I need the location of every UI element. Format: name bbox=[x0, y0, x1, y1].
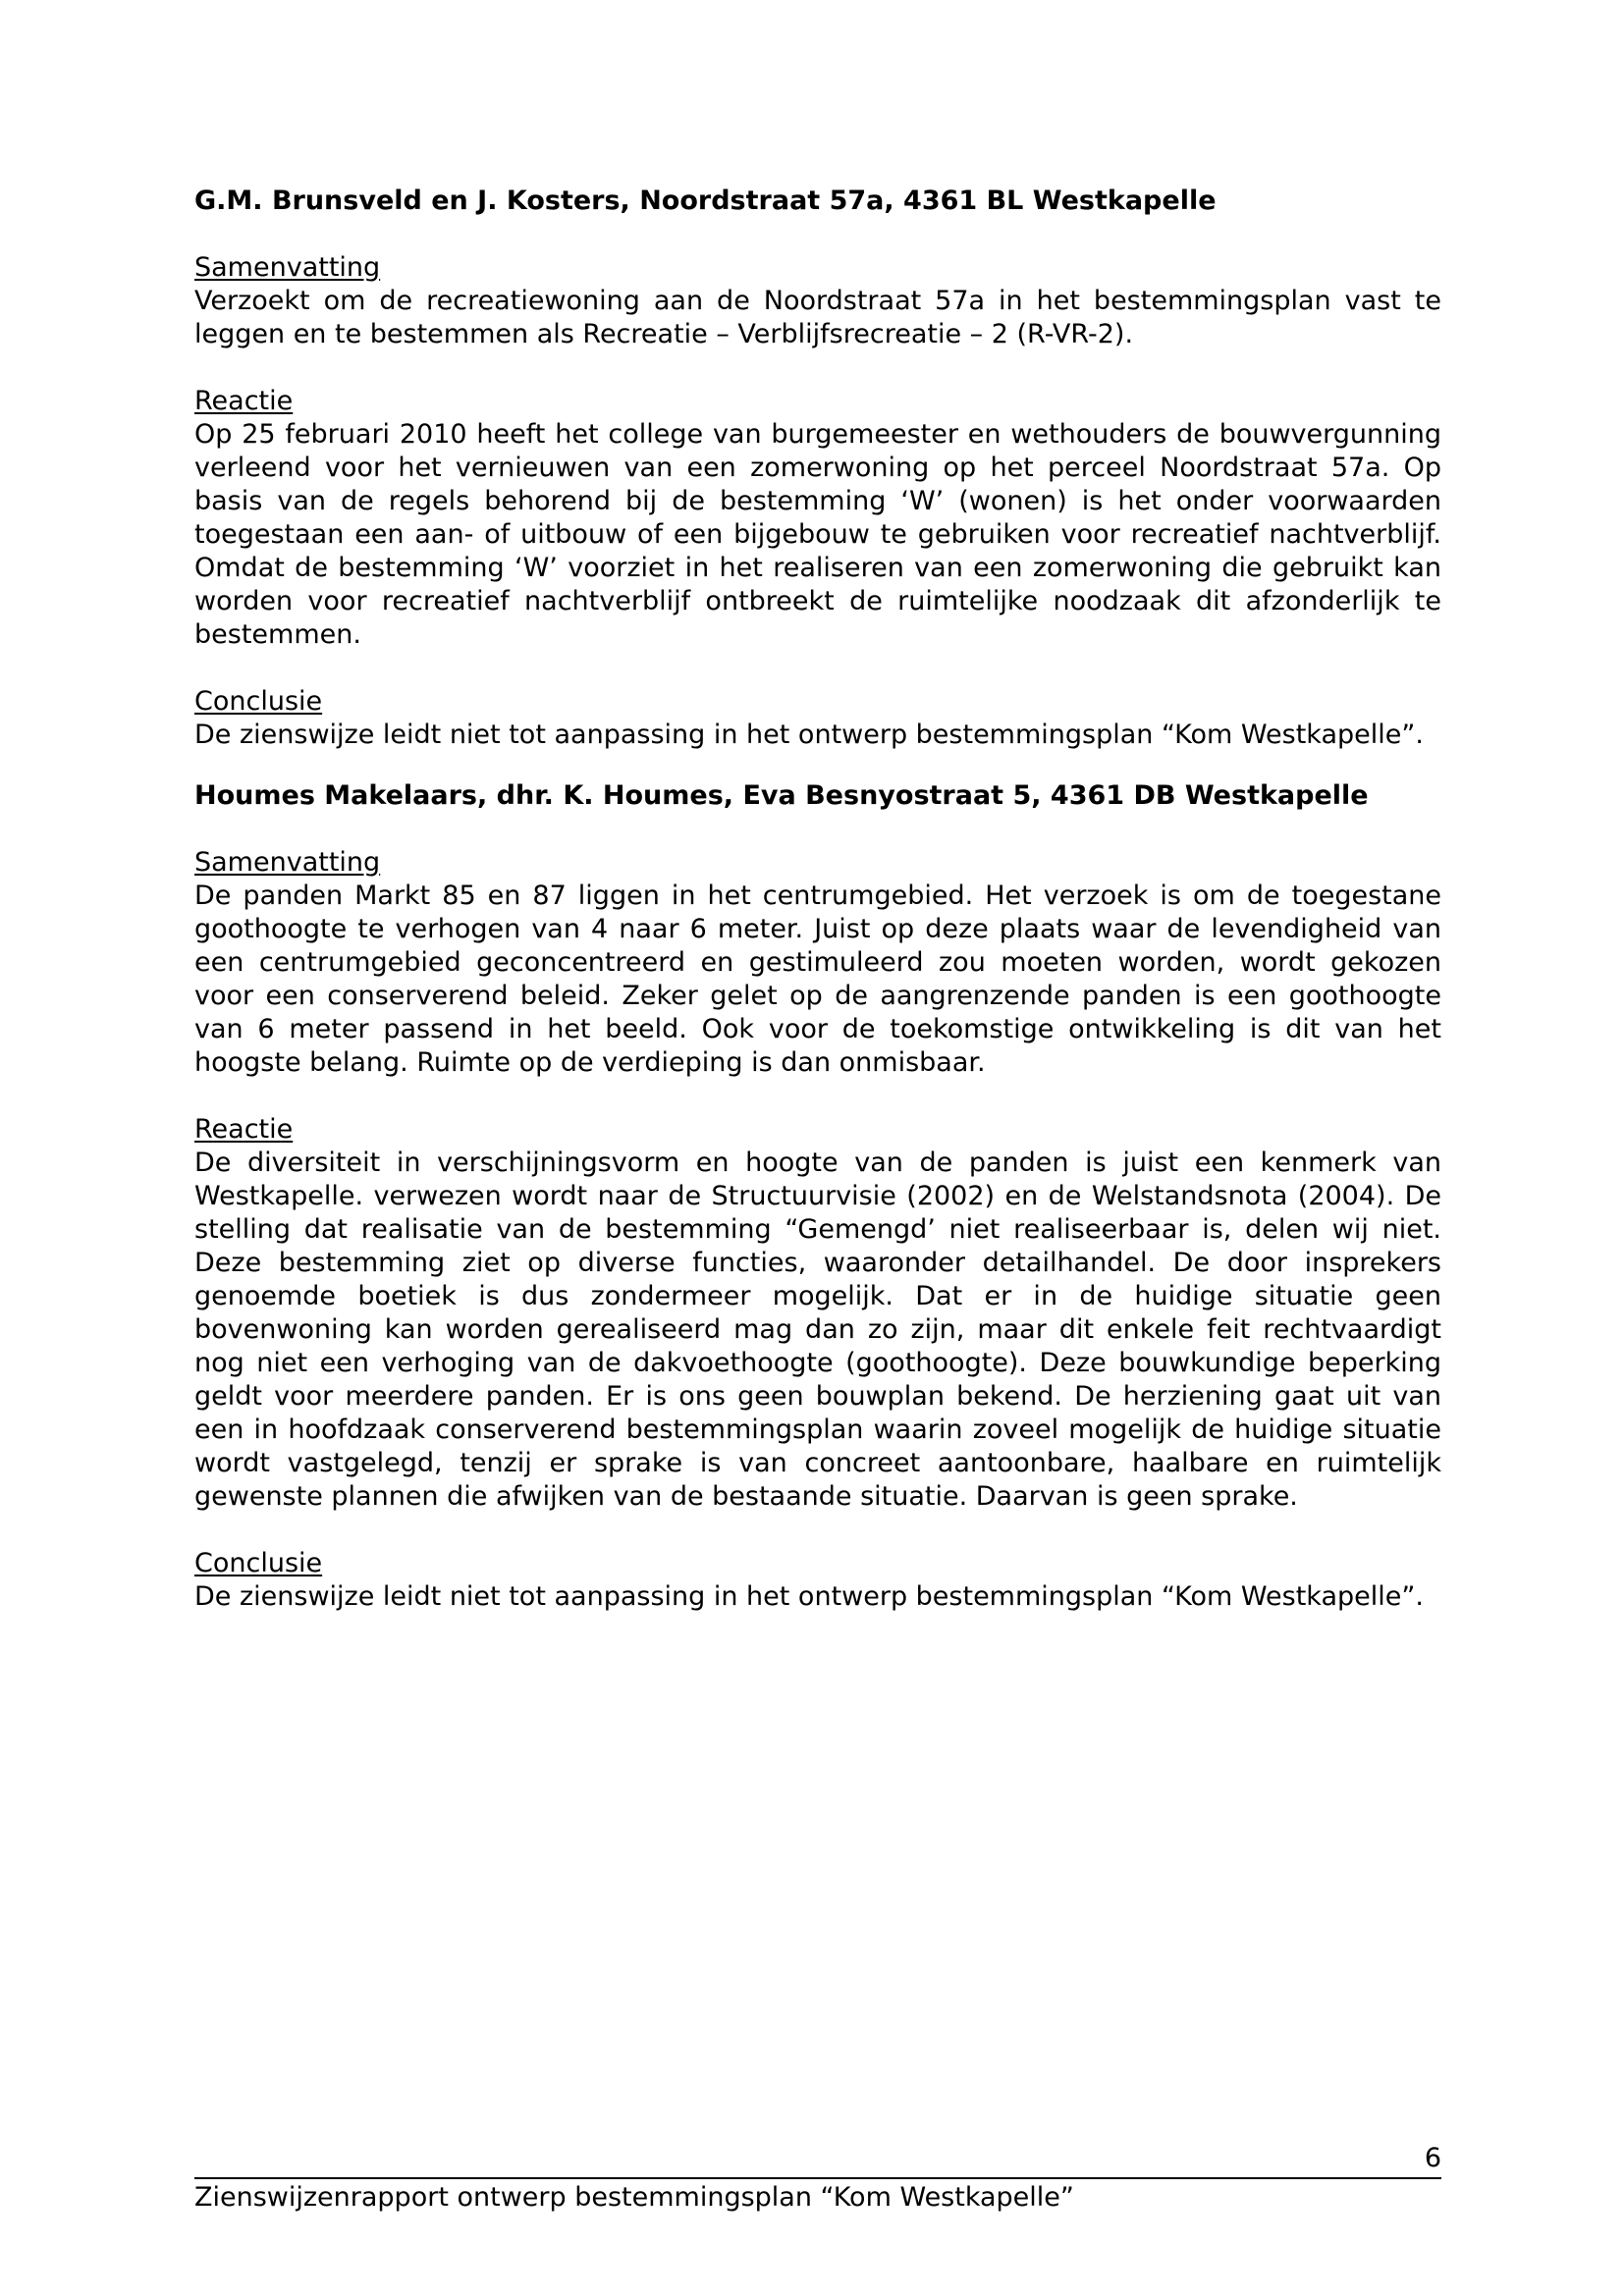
conclusie-title: Conclusie bbox=[194, 686, 323, 717]
samenvatting-block bbox=[194, 846, 1441, 1080]
samenvatting-title: Samenvatting bbox=[194, 847, 381, 878]
document-page bbox=[194, 185, 1441, 1614]
submission-section-brunsveld bbox=[194, 185, 1441, 752]
conclusie-text: De zienswijze leidt niet tot aanpassing in het ontwerp bestemmingsplan “Kom Westkapelle”. bbox=[194, 720, 1424, 750]
conclusie-title: Conclusie bbox=[194, 1548, 323, 1578]
section-heading: Houmes Makelaars, dhr. K. Houmes, Eva Besnyostraat 5, 4361 DB Westkapelle bbox=[194, 780, 1369, 811]
conclusie-block bbox=[194, 685, 1441, 752]
reactie-text: De diversiteit in verschijningsvorm en hoogte van de panden is juist een kenmerk van Westkapelle. verwezen wordt naar de Structuurvisie (2002) en de Welstandsnota (2004). De stelling dat realisatie van de bestemming “Gemengd’ niet realiseerbaar is, delen wij niet. Deze bestemming ziet op diverse functies, waaronder detailhandel. De door insprekers genoemde boetiek is dus zondermeer mogelijk. Dat er in de huidige situatie geen bovenwoning kan worden gerealiseerd mag dan zo zijn, maar dit enkele feit rechtvaardigt nog niet een verhoging van de dakvoethoogte (goothoogte). Deze bouwkundige beperking geldt voor meerdere panden. Er is ons geen bouwplan bekend. De herziening gaat uit van een in hoofdzaak conserverend bestemmingsplan waarin zoveel mogelijk de huidige situatie wordt vastgelegd, tenzij er sprake is van concreet aantoonbare, haalbare en ruimtelijk gewenste plannen die afwijken van de bestaande situatie. Daarvan is geen sprake. bbox=[194, 1148, 1441, 1512]
conclusie-block bbox=[194, 1547, 1441, 1614]
reactie-title: Reactie bbox=[194, 1114, 294, 1145]
samenvatting-title: Samenvatting bbox=[194, 252, 381, 283]
conclusie-text: De zienswijze leidt niet tot aanpassing in het ontwerp bestemmingsplan “Kom Westkapelle”. bbox=[194, 1581, 1424, 1612]
reactie-title: Reactie bbox=[194, 386, 294, 416]
reactie-text: Op 25 februari 2010 heeft het college van burgemeester en wethouders de bouwvergunning verleend voor het vernieuwen van een zomerwoning op het perceel Noordstraat 57a. Op basis van de regels behorend bij de bestemming ‘W’ (wonen) is het onder voorwaarden toegestaan een aan- of uitbouw of een bijgebouw te gebruiken voor recreatief nachtverblijf. Omdat de bestemming ‘W’ voorziet in het realiseren van een zomerwoning die gebruikt kan worden voor recreatief nachtverblijf ontbreekt de ruimtelijke noodzaak dit afzonderlijk te bestemmen. bbox=[194, 419, 1441, 650]
section-heading: G.M. Brunsveld en J. Kosters, Noordstraat 57a, 4361 BL Westkapelle bbox=[194, 186, 1217, 216]
footer-title: Zienswijzenrapport ontwerp bestemmingsplan “Kom Westkapelle” bbox=[194, 2182, 1074, 2213]
footer-divider bbox=[194, 2177, 1441, 2179]
page-number: 6 bbox=[1424, 2143, 1441, 2173]
samenvatting-block bbox=[194, 251, 1441, 351]
samenvatting-text: De panden Markt 85 en 87 liggen in het centrumgebied. Het verzoek is om de toegestane goothoogte te verhogen van 4 naar 6 meter. Juist op deze plaats waar de levendigheid van een centrumgebied geconcentreerd en gestimuleerd zou moeten worden, wordt gekozen voor een conserverend beleid. Zeker gelet op de aangrenzende panden is een goothoogte van 6 meter passend in het beeld. Ook voor de toekomstige ontwikkeling is dit van het hoogste belang. Ruimte op de verdieping is dan onmisbaar. bbox=[194, 881, 1441, 1078]
reactie-block bbox=[194, 1113, 1441, 1514]
samenvatting-text: Verzoekt om de recreatiewoning aan de Noordstraat 57a in het bestemmingsplan vast te leggen en te bestemmen als Recreatie – Verblijfsrecreatie – 2 (R-VR-2). bbox=[194, 286, 1441, 349]
reactie-block bbox=[194, 385, 1441, 652]
submission-section-houmes bbox=[194, 779, 1441, 1614]
